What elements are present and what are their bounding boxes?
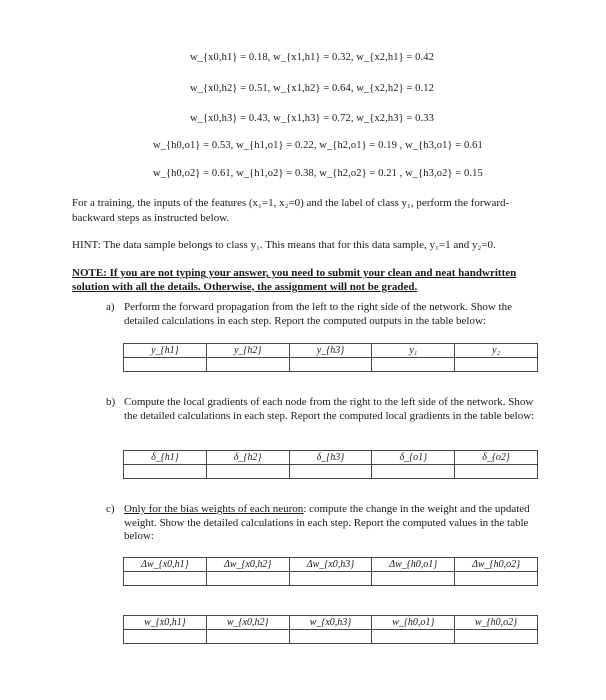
question-c-body: : compute the change in the weight and the updated weight. Show the detailed calculations in each step. Report the computed values in the table below: — [124, 503, 530, 542]
hint-paragraph: HINT: The data sample belongs to class y₁. This means that for this data sample, y₁=1 and y₂=0. — [72, 239, 496, 251]
gradients-table — [123, 450, 538, 479]
question-a — [106, 301, 541, 328]
delta-weights-answer-row — [124, 572, 538, 586]
answer-cell[interactable] — [455, 465, 538, 479]
answer-cell[interactable] — [124, 465, 207, 479]
outputs-header-row — [124, 344, 538, 358]
question-b-text: Compute the local gradients of each node from the right to the left side of the network. Show the detailed calculations in each step. Report the computed local gradients in the table below: — [124, 396, 535, 422]
answer-cell[interactable] — [372, 572, 455, 586]
header-cell: δ_{o2} — [455, 451, 538, 465]
outputs-table — [123, 343, 538, 372]
header-cell: y_{h1} — [124, 344, 207, 358]
answer-cell[interactable] — [455, 572, 538, 586]
answer-cell[interactable] — [289, 465, 372, 479]
answer-cell[interactable] — [206, 572, 289, 586]
header-cell: y₁ — [372, 344, 455, 358]
answer-cell[interactable] — [206, 358, 289, 372]
updated-weights-header-row — [124, 616, 538, 630]
header-cell: y_{h3} — [289, 344, 372, 358]
header-cell: w_{x0,h2} — [206, 616, 289, 630]
gradients-answer-row — [124, 465, 538, 479]
header-cell: δ_{h3} — [289, 451, 372, 465]
weights-row-3: w_{x0,h3} = 0.43, w_{x1,h3} = 0.72, w_{x2,h3} = 0.33 — [190, 113, 434, 124]
header-cell: w_{h0,o2} — [455, 616, 538, 630]
gradients-header-row — [124, 451, 538, 465]
weights-row-4: w_{h0,o1} = 0.53, w_{h1,o1} = 0.22, w_{h2,o1} = 0.19 , w_{h3,o1} = 0.61 — [153, 140, 483, 151]
header-cell: δ_{o1} — [372, 451, 455, 465]
delta-weights-table — [123, 557, 538, 586]
answer-cell[interactable] — [206, 630, 289, 644]
note-paragraph: NOTE: If you are not typing your answer, you need to submit your clean and neat handwritten solution with all the details. Otherwise, the assignment will not be graded. — [72, 267, 517, 293]
header-cell: w_{h0,o1} — [372, 616, 455, 630]
answer-cell[interactable] — [455, 630, 538, 644]
updated-weights-answer-row — [124, 630, 538, 644]
answer-cell[interactable] — [372, 465, 455, 479]
header-cell: Δw_{x0,h2} — [206, 558, 289, 572]
header-cell: δ_{h1} — [124, 451, 207, 465]
weights-row-1: w_{x0,h1} = 0.18, w_{x1,h1} = 0.32, w_{x2,h1} = 0.42 — [190, 52, 434, 63]
answer-cell[interactable] — [372, 358, 455, 372]
answer-cell[interactable] — [124, 572, 207, 586]
header-cell: w_{x0,h3} — [289, 616, 372, 630]
question-a-text: Perform the forward propagation from the left to the right side of the network. Show the detailed calculations in each step. Report the computed outputs in the table below: — [124, 301, 512, 327]
answer-cell[interactable] — [455, 358, 538, 372]
header-cell: Δw_{h0,o1} — [372, 558, 455, 572]
answer-cell[interactable] — [289, 630, 372, 644]
answer-cell[interactable] — [289, 358, 372, 372]
answer-cell[interactable] — [124, 358, 207, 372]
updated-weights-table — [123, 615, 538, 644]
question-b-label: b) — [106, 396, 116, 408]
question-c-text — [124, 503, 541, 544]
outputs-answer-row — [124, 358, 538, 372]
question-a-label: a) — [106, 301, 115, 313]
question-c-emphasis: Only for the bias weights of each neuron — [124, 503, 304, 515]
header-cell: Δw_{h0,o2} — [455, 558, 538, 572]
header-cell: δ_{h2} — [206, 451, 289, 465]
answer-cell[interactable] — [372, 630, 455, 644]
question-c-label: c) — [106, 503, 115, 515]
header-cell: Δw_{x0,h3} — [289, 558, 372, 572]
header-cell: Δw_{x0,h1} — [124, 558, 207, 572]
question-c — [106, 503, 541, 544]
header-cell: w_{x0,h1} — [124, 616, 207, 630]
header-cell: y_{h2} — [206, 344, 289, 358]
header-cell: y₂ — [455, 344, 538, 358]
intro-paragraph: For a training, the inputs of the features (x₁=1, x₂=0) and the label of class y₁, perform the forward-backward steps as instructed below. — [72, 197, 510, 224]
answer-cell[interactable] — [124, 630, 207, 644]
weights-row-5: w_{h0,o2} = 0.61, w_{h1,o2} = 0.38, w_{h2,o2} = 0.21 , w_{h3,o2} = 0.15 — [153, 168, 483, 179]
answer-cell[interactable] — [289, 572, 372, 586]
weights-row-2: w_{x0,h2} = 0.51, w_{x1,h2} = 0.64, w_{x2,h2} = 0.12 — [190, 83, 434, 94]
answer-cell[interactable] — [206, 465, 289, 479]
question-b — [106, 396, 541, 423]
delta-weights-header-row — [124, 558, 538, 572]
